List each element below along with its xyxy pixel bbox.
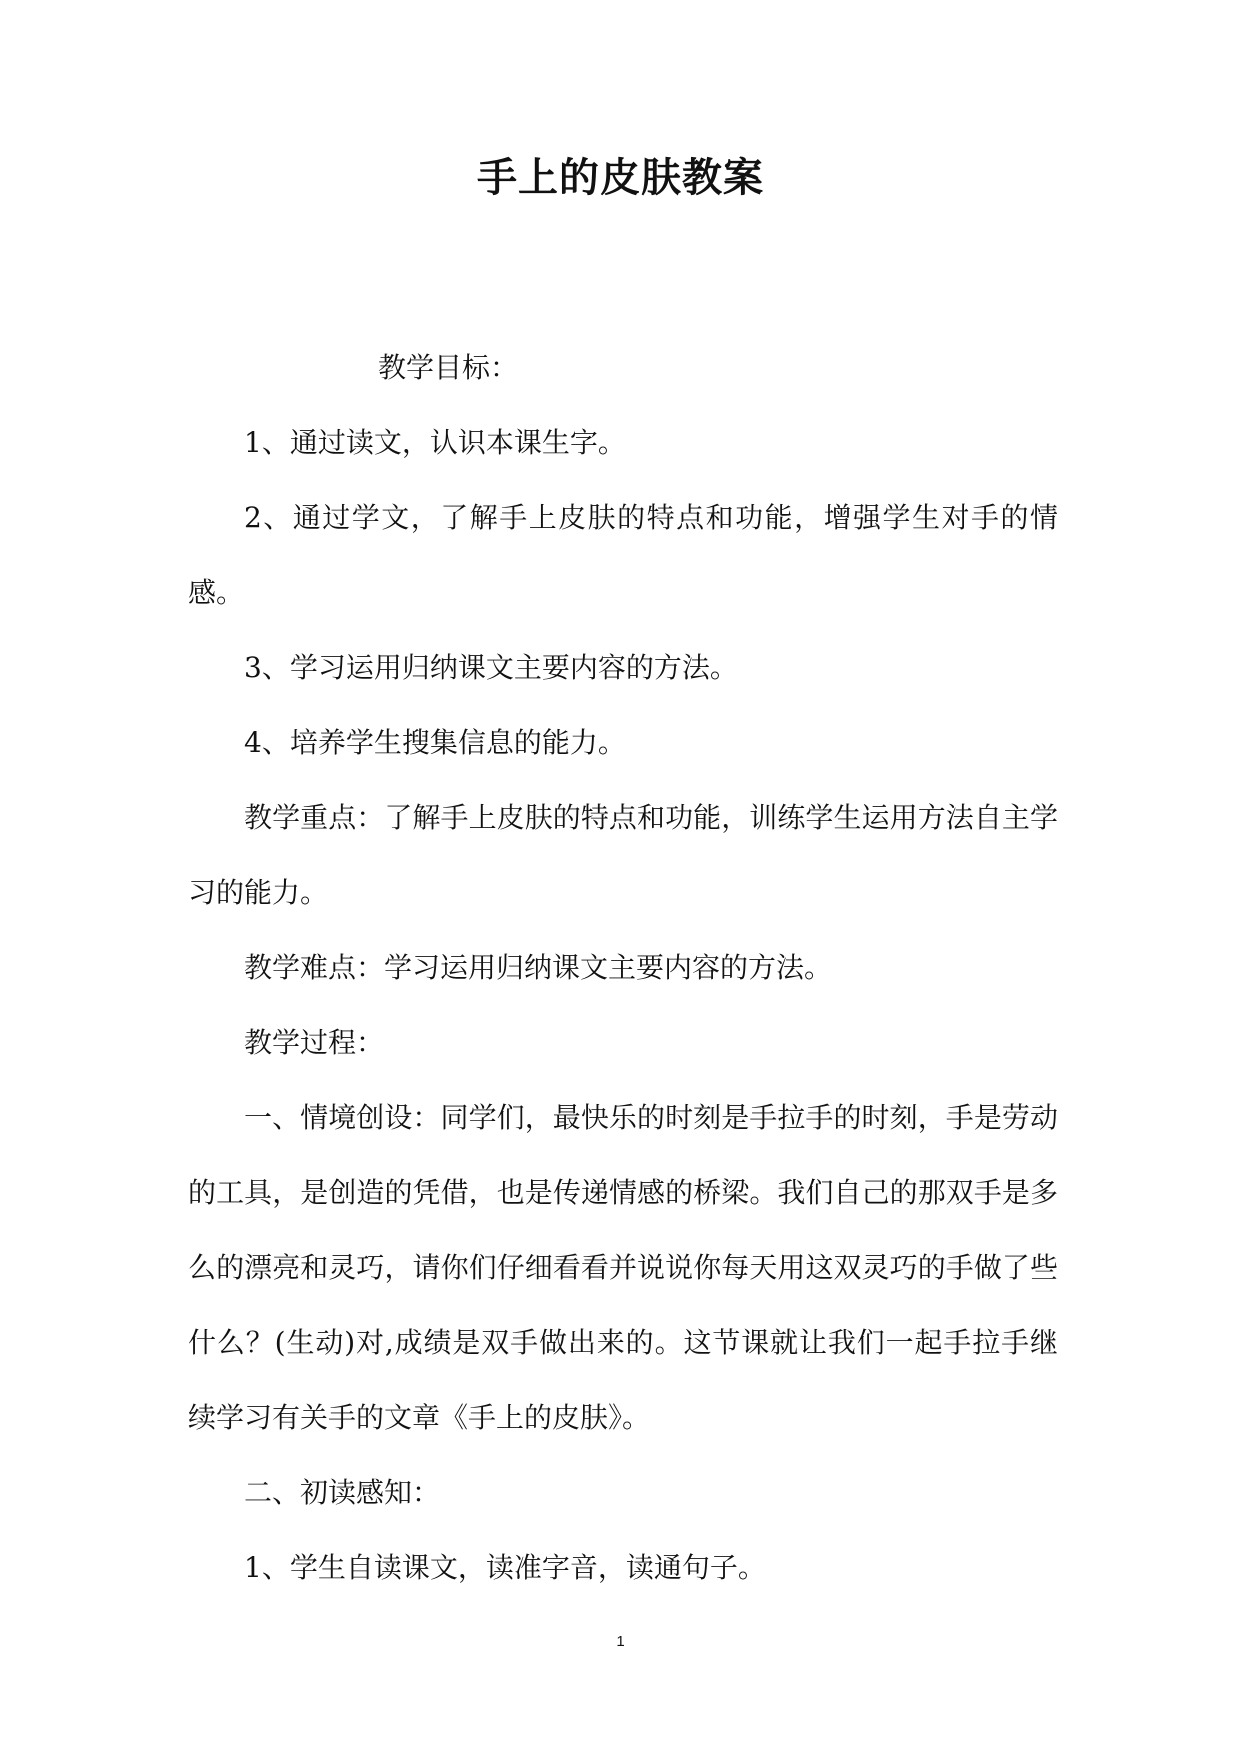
paragraph-teaching-objectives-heading: 教学目标：: [378, 351, 519, 384]
paragraph-objective-4: 4、培养学生搜集信息的能力。: [244, 726, 626, 759]
document-body: [188, 330, 1058, 1605]
paragraph-situation-creation: 一、情境创设：同学们，最快乐的时刻是手拉手的时刻，手是劳动的工具，是创造的凭借，也是传递情感的桥梁。我们自己的那双手是多么的漂亮和灵巧，请你们仔细看看并说说你每天用这双灵巧的手做了些什么？(生动)对,成绩是双手做出来的。这节课就让我们一起手拉手继续学习有关手的文章《手上的皮肤》。: [188, 1101, 1058, 1434]
paragraph-teaching-difficulty: 教学难点：学习运用归纳课文主要内容的方法。: [244, 951, 833, 984]
paragraph-teaching-process-heading: 教学过程：: [244, 1026, 385, 1059]
paragraph-objective-1: 1、通过读文，认识本课生字。: [244, 426, 626, 459]
paragraph-initial-reading-heading: 二、初读感知：: [244, 1476, 441, 1509]
paragraph-teaching-focus: 教学重点：了解手上皮肤的特点和功能，训练学生运用方法自主学习的能力。: [188, 801, 1058, 909]
paragraph-objective-2: 2、通过学文，了解手上皮肤的特点和功能，增强学生对手的情感。: [188, 501, 1058, 609]
page-number: 1: [616, 1633, 625, 1650]
paragraph-objective-3: 3、学习运用归纳课文主要内容的方法。: [244, 651, 738, 684]
paragraph-initial-reading-step-1: 1、学生自读课文，读准字音，读通句子。: [244, 1551, 766, 1584]
document-title: 手上的皮肤教案: [477, 154, 764, 201]
